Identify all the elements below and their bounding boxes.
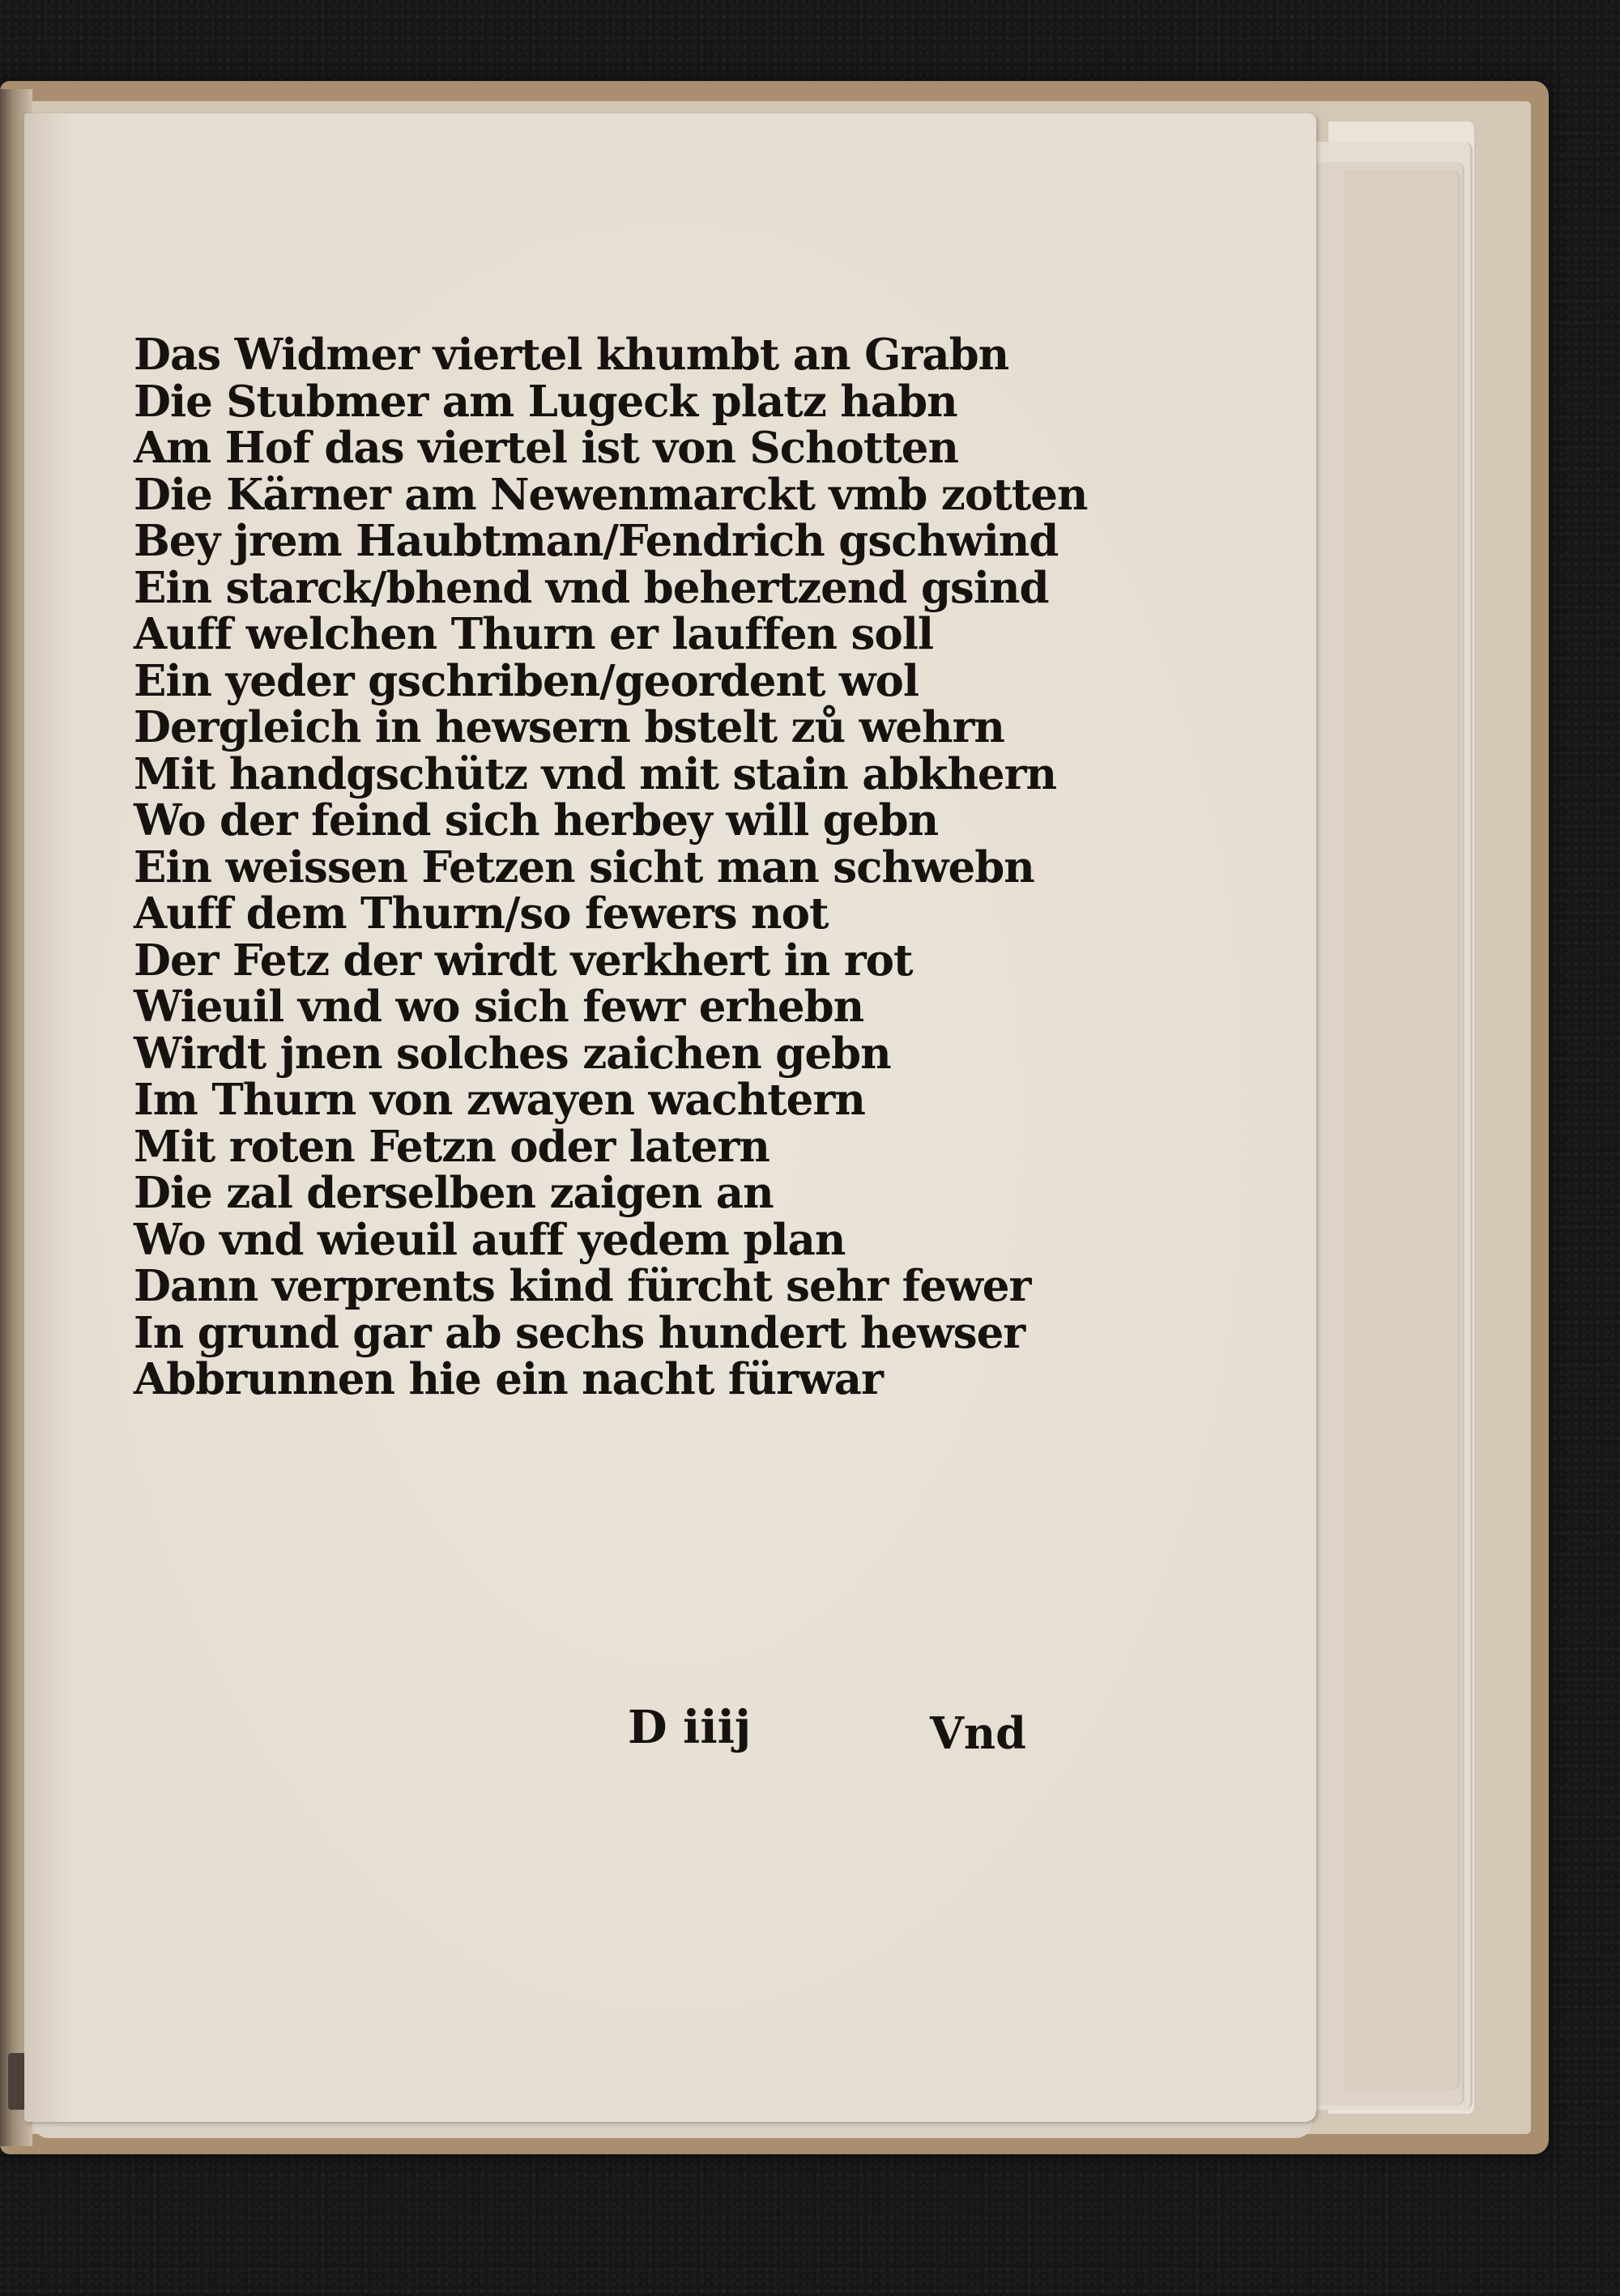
verse-line: Mit handgschütz vnd mit stain abkhern xyxy=(134,748,1057,799)
verse-line: Mit roten Fetzn oder latern xyxy=(134,1121,770,1172)
catchword: Vnd xyxy=(930,1707,1026,1759)
verse-line: Wirdt jnen solches zaichen gebn xyxy=(134,1028,891,1079)
page-edge-stack xyxy=(1345,170,1460,2089)
verse-text xyxy=(134,332,1146,1404)
verse-line: Die Kärner am Newenmarckt vmb zotten xyxy=(134,469,1088,520)
verse-line: Das Widmer viertel khumbt an Grabn xyxy=(134,330,1009,380)
verse-line: Wieuil vnd wo sich fewr erhebn xyxy=(134,982,864,1032)
verse-line: Ein weissen Fetzen sicht man schwebn xyxy=(134,841,1034,892)
verse-line: Auff dem Thurn/so fewers not xyxy=(134,888,829,939)
verse-line: Wo der feind sich herbey will gebn xyxy=(134,795,939,846)
verse-line: Dann verprents kind fürcht sehr fewer xyxy=(134,1261,1031,1311)
verse-line: Die zal derselben zaigen an xyxy=(134,1168,774,1218)
verse-line: Ein starck/bhend vnd behertzend gsind xyxy=(134,562,1049,613)
verse-line: Auff welchen Thurn er lauffen soll xyxy=(134,609,933,659)
verse-line: Ein yeder gschriben/geordent wol xyxy=(134,655,919,706)
verse-line: Der Fetz der wirdt verkhert in rot xyxy=(134,935,913,986)
signature-mark: D iiij xyxy=(628,1701,752,1754)
verse-line: Abbrunnen hie ein nacht fürwar xyxy=(134,1354,883,1404)
verse-line: Die Stubmer am Lugeck platz habn xyxy=(134,376,957,427)
verse-line: Dergleich in hewsern bstelt zů wehrn xyxy=(134,702,1004,752)
verse-line: Wo vnd wieuil auff yedem plan xyxy=(134,1214,846,1265)
verse-line: Am Hof das viertel ist von Schotten xyxy=(134,423,959,473)
verse-line: In grund gar ab sechs hundert hewser xyxy=(134,1307,1025,1358)
verse-line: Im Thurn von zwayen wachtern xyxy=(134,1075,865,1125)
verse-line: Bey jrem Haubtman/Fendrich gschwind xyxy=(134,516,1059,566)
